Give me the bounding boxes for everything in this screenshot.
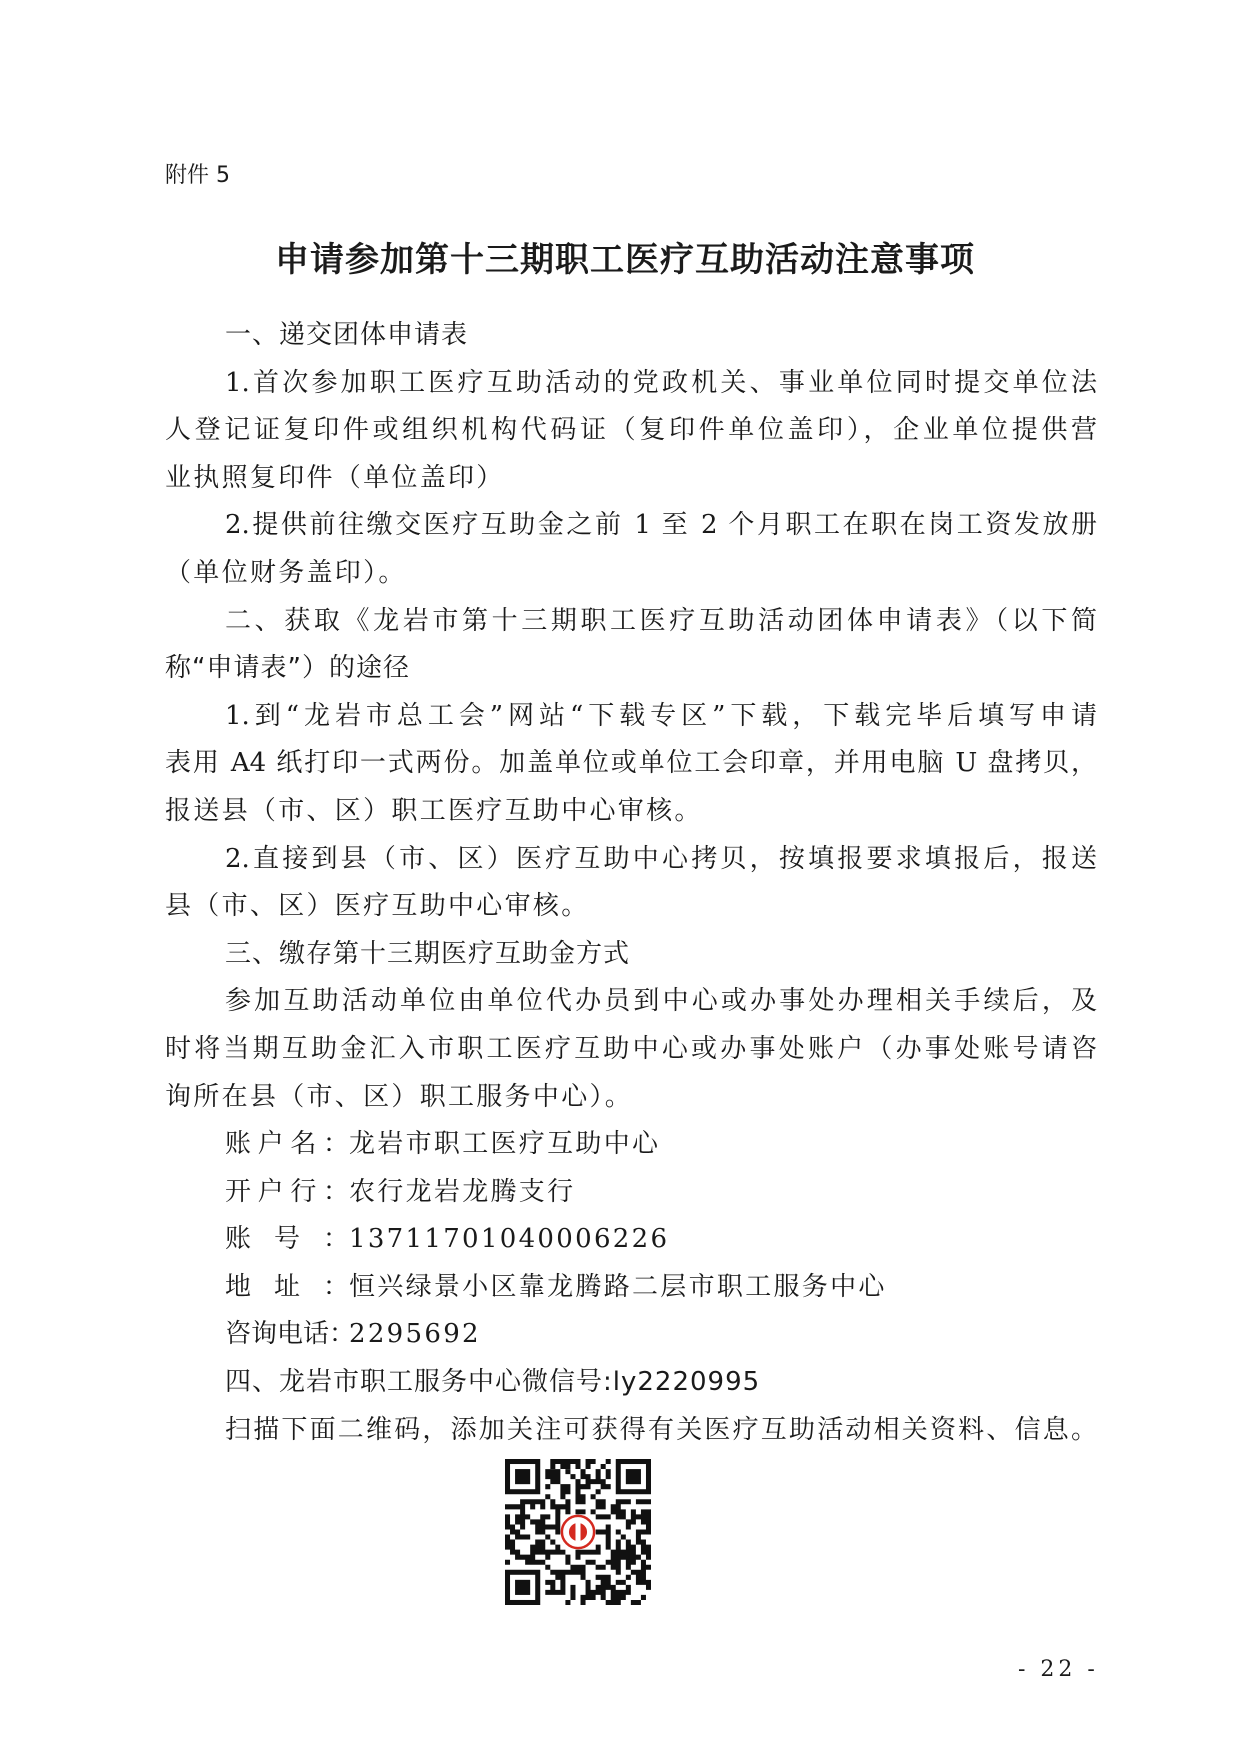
document-body	[165, 312, 1097, 1454]
paragraph-line: 询所在县（市、区）职工服务中心）。	[165, 1081, 634, 1112]
section-4-heading: 四、龙岩市职工服务中心微信号:ly2220995	[225, 1367, 761, 1398]
paragraph-line: 表用 A4 纸打印一式两份。加盖单位或单位工会印章，并用电脑 U 盘拷贝，	[165, 748, 1097, 779]
account-label: 账户名：	[225, 1129, 349, 1160]
account-value: 2295692	[349, 1319, 481, 1350]
paragraph-line: 2.提供前往缴交医疗互助金之前 1 至 2 个月职工在职在岗工资发放册	[225, 510, 1097, 541]
section-3-heading: 三、缴存第十三期医疗互助金方式	[225, 938, 631, 969]
qr-code-icon	[505, 1459, 651, 1605]
account-row	[165, 1121, 1097, 1169]
account-label: 开户行：	[225, 1176, 349, 1207]
account-row	[165, 1311, 1097, 1359]
account-row	[165, 1169, 1097, 1217]
section-2-heading: 二、获取《龙岩市第十三期职工医疗互助活动团体申请表》（以下简	[225, 605, 1097, 636]
paragraph-line: 2.直接到县（市、区）医疗互助中心拷贝，按填报要求填报后，报送	[225, 843, 1097, 874]
account-label: 咨询电话：	[225, 1319, 356, 1350]
qr-code-graphic	[505, 1459, 651, 1605]
section-1-heading: 一、递交团体申请表	[225, 320, 469, 350]
account-label: 账号：	[225, 1224, 349, 1255]
account-value: 恒兴绿景小区靠龙腾路二层市职工服务中心	[349, 1271, 887, 1302]
page-number: - 22 -	[1018, 1657, 1099, 1682]
paragraph-line: 时将当期互助金汇入市职工医疗互助中心或办事处账户（办事处账号请咨	[165, 1033, 1097, 1064]
document-title: 申请参加第十三期职工医疗互助活动注意事项	[275, 240, 975, 280]
attachment-label: 附件 5	[165, 163, 230, 188]
paragraph-line: 扫描下面二维码，添加关注可获得有关医疗互助活动相关资料、信息。	[225, 1414, 1097, 1445]
paragraph-line: 业执照复印件（单位盖印）	[165, 462, 505, 493]
account-row	[165, 1264, 1097, 1312]
paragraph-line: 县（市、区）医疗互助中心审核。	[165, 891, 590, 922]
paragraph-line: 人登记证复印件或组织机构代码证（复印件单位盖印），企业单位提供营	[165, 415, 1097, 446]
account-value: 农行龙岩龙腾支行	[349, 1176, 576, 1207]
account-row	[165, 1216, 1097, 1264]
account-value: 龙岩市职工医疗互助中心	[349, 1129, 661, 1160]
account-label: 地址：	[225, 1271, 349, 1302]
paragraph-line: 报送县（市、区）职工医疗互助中心审核。	[165, 795, 703, 826]
paragraph-line: （单位财务盖印）。	[165, 557, 407, 588]
paragraph-line: 1.到“龙岩市总工会”网站“下载专区”下载，下载完毕后填写申请	[225, 700, 1097, 731]
paragraph-line: 参加互助活动单位由单位代办员到中心或办事处办理相关手续后，及	[225, 986, 1097, 1017]
paragraph-line: 1.首次参加职工医疗互助活动的党政机关、事业单位同时提交单位法	[225, 367, 1097, 398]
section-2-heading-cont: 称“申请表”）的途径	[165, 653, 410, 684]
account-value: 13711701040006226	[349, 1224, 670, 1255]
